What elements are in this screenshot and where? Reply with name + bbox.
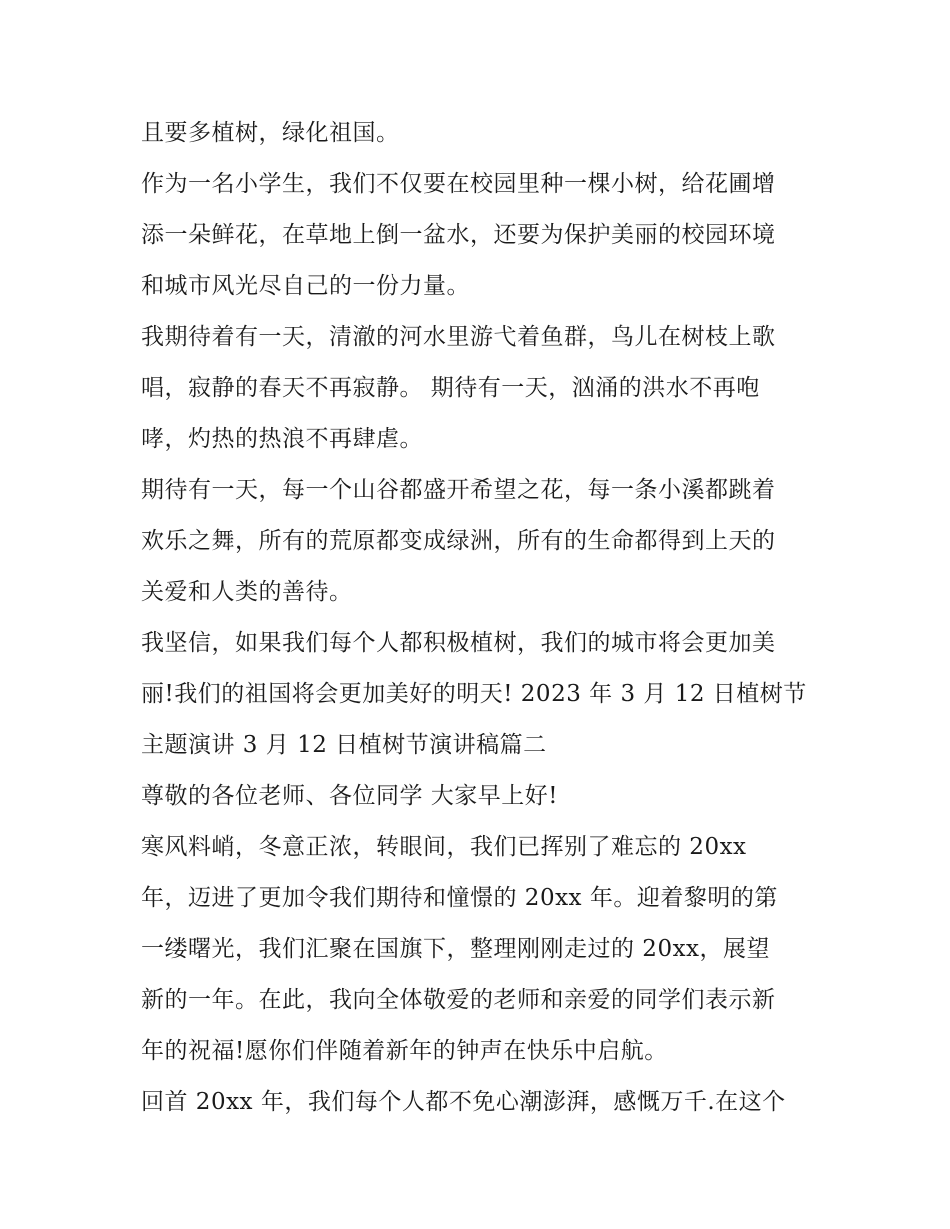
text-line: 年的祝福!愿你们伴随着新年的钟声在快乐中启航。	[141, 1038, 668, 1064]
text-line: 新的一年。在此，我向全体敬爱的老师和亲爱的同学们表示新	[141, 987, 776, 1013]
text-line: 丽!我们的祖国将会更加美好的明天! 2023 年 3 月 12 日植树节	[141, 681, 807, 707]
text-line: 哮，灼热的热浪不再肆虐。	[141, 426, 423, 452]
text-line: 年，迈进了更加令我们期待和憧憬的 20xx 年。迎着黎明的第	[141, 885, 778, 911]
text-line: 唱，寂静的春天不再寂静。 期待有一天，汹涌的洪水不再咆	[141, 375, 760, 401]
text-line: 且要多植树，绿化祖国。	[141, 120, 400, 146]
document-body	[141, 108, 821, 1128]
text-line: 期待有一天，每一个山谷都盛开希望之花，每一条小溪都跳着	[141, 477, 776, 503]
text-line: 我坚信，如果我们每个人都积极植树，我们的城市将会更加美	[141, 630, 776, 656]
text-line: 欢乐之舞，所有的荒原都变成绿洲，所有的生命都得到上天的	[141, 528, 776, 554]
text-line: 我期待着有一天，清澈的河水里游弋着鱼群，鸟儿在树枝上歌	[141, 324, 776, 350]
text-line: 回首 20xx 年，我们每个人都不免心潮澎湃，感慨万千.在这个	[141, 1089, 786, 1115]
text-line: 尊敬的各位老师、各位同学 大家早上好!	[141, 783, 559, 809]
text-line: 主题演讲 3 月 12 日植树节演讲稿篇二	[141, 732, 547, 758]
text-line: 关爱和人类的善待。	[141, 579, 353, 605]
text-line: 作为一名小学生，我们不仅要在校园里种一棵小树，给花圃增	[141, 171, 776, 197]
text-line: 寒风料峭，冬意正浓，转眼间，我们已挥别了难忘的 20xx	[141, 834, 747, 860]
text-line: 添一朵鲜花，在草地上倒一盆水，还要为保护美丽的校园环境	[141, 222, 776, 248]
text-line: 一缕曙光，我们汇聚在国旗下，整理刚刚走过的 20xx，展望	[141, 936, 771, 962]
text-line: 和城市风光尽自己的一份力量。	[141, 273, 470, 299]
